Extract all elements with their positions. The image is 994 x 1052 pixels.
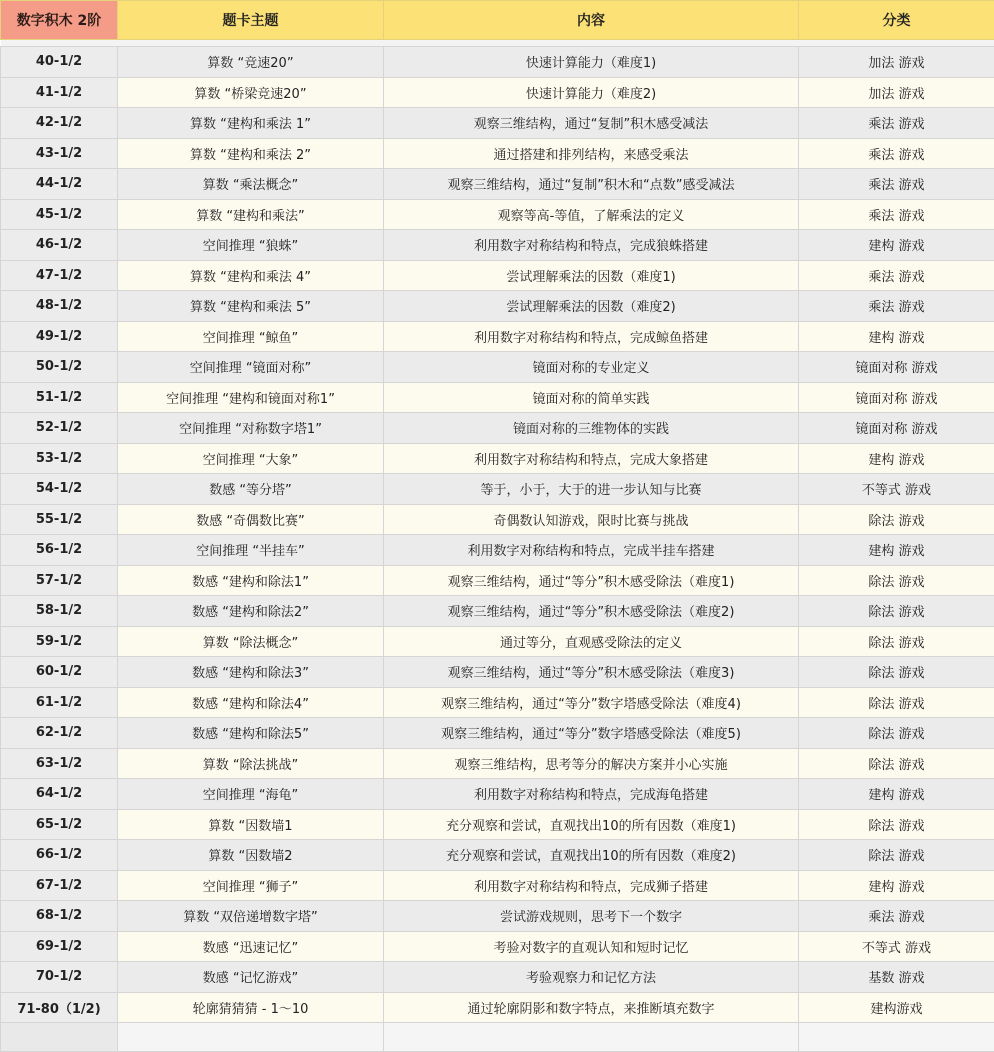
cell-code: 67-1/2 [1,870,118,901]
cell-content: 观察三维结构，通过“等分”积木感受除法（难度3) [384,657,799,688]
cell-code: 71-80（1/2) [1,992,118,1023]
cell-code: 51-1/2 [1,382,118,413]
table-row [1,962,994,993]
header-category: 分类 [799,1,994,40]
header-theme: 题卡主题 [118,1,384,40]
cell-code: 43-1/2 [1,138,118,169]
cell-theme: 数感 “建构和除法1” [118,565,384,596]
table-row [1,474,994,505]
cell-theme: 算数 “建构和乘法 5” [118,291,384,322]
cell-code: 66-1/2 [1,840,118,871]
cell-content: 镜面对称的三维物体的实践 [384,413,799,444]
cell-code: 69-1/2 [1,931,118,962]
cell-category: 乘法 游戏 [799,108,994,139]
cell-theme: 空间推理 “狮子” [118,870,384,901]
cell-code: 68-1/2 [1,901,118,932]
cell-content: 观察三维结构，通过“复制”积木感受减法 [384,108,799,139]
cell-theme: 空间推理 “鲸鱼” [118,321,384,352]
table-body [1,40,994,1052]
cell-content: 利用数字对称结构和特点，完成半挂车搭建 [384,535,799,566]
corner-title: 数字积木 2阶 [1,1,118,40]
cell-category: 除法 游戏 [799,718,994,749]
cell-category: 除法 游戏 [799,565,994,596]
cell-theme: 空间推理 “镜面对称” [118,352,384,383]
cell-code: 50-1/2 [1,352,118,383]
cell-content: 等于，小于，大于的进一步认知与比赛 [384,474,799,505]
table-row [1,77,994,108]
cell-theme: 数感 “记忆游戏” [118,962,384,993]
cell-code: 63-1/2 [1,748,118,779]
cell-category: 建构 游戏 [799,443,994,474]
cell-theme: 算数 “因数墙1 [118,809,384,840]
cell-content: 观察三维结构，通过“等分”数字塔感受除法（难度5) [384,718,799,749]
cell-theme: 算数 “建构和乘法 2” [118,138,384,169]
blank-cell [799,1023,994,1052]
cell-content: 奇偶数认知游戏，限时比赛与挑战 [384,504,799,535]
cell-theme: 轮廓猜猜猜 - 1～10 [118,992,384,1023]
cell-theme: 数感 “建构和除法2” [118,596,384,627]
cell-content: 通过等分，直观感受除法的定义 [384,626,799,657]
cell-content: 利用数字对称结构和特点，完成狮子搭建 [384,870,799,901]
cell-category: 除法 游戏 [799,809,994,840]
cell-content: 通过轮廓阴影和数字特点，来推断填充数字 [384,992,799,1023]
cell-content: 观察三维结构，通过“等分”积木感受除法（难度1) [384,565,799,596]
cell-content: 利用数字对称结构和特点，完成海龟搭建 [384,779,799,810]
table-row [1,321,994,352]
cell-category: 不等式 游戏 [799,931,994,962]
cell-theme: 数感 “建构和除法3” [118,657,384,688]
cell-code: 46-1/2 [1,230,118,261]
cell-code: 65-1/2 [1,809,118,840]
cell-category: 乘法 游戏 [799,169,994,200]
cell-theme: 数感 “建构和除法5” [118,718,384,749]
table-row [1,687,994,718]
cell-category: 乘法 游戏 [799,138,994,169]
table-row [1,230,994,261]
cell-code: 59-1/2 [1,626,118,657]
cell-code: 48-1/2 [1,291,118,322]
cell-theme: 数感 “等分塔” [118,474,384,505]
cell-category: 除法 游戏 [799,657,994,688]
cell-category: 乘法 游戏 [799,199,994,230]
cell-content: 镜面对称的专业定义 [384,352,799,383]
table-row [1,657,994,688]
cell-theme: 空间推理 “建构和镜面对称1” [118,382,384,413]
cell-theme: 算数 “除法概念” [118,626,384,657]
cell-code: 49-1/2 [1,321,118,352]
cell-theme: 算数 “建构和乘法 4” [118,260,384,291]
table-row [1,47,994,78]
table-row [1,992,994,1023]
table-row [1,382,994,413]
table-row [1,108,994,139]
cell-code: 41-1/2 [1,77,118,108]
cell-theme: 算数 “双倍递增数字塔” [118,901,384,932]
cell-category: 乘法 游戏 [799,901,994,932]
table-row [1,596,994,627]
blank-row [1,1023,994,1052]
header-content: 内容 [384,1,799,40]
cell-code: 54-1/2 [1,474,118,505]
cell-theme: 空间推理 “海龟” [118,779,384,810]
cell-theme: 空间推理 “狼蛛” [118,230,384,261]
cell-theme: 算数 “除法挑战” [118,748,384,779]
cell-content: 充分观察和尝试，直观找出10的所有因数（难度2) [384,840,799,871]
cell-category: 建构游戏 [799,992,994,1023]
cell-code: 60-1/2 [1,657,118,688]
cell-code: 70-1/2 [1,962,118,993]
cell-code: 55-1/2 [1,504,118,535]
table-row [1,748,994,779]
table-row [1,809,994,840]
table-row [1,901,994,932]
table-row [1,260,994,291]
blank-cell [384,1023,799,1052]
table-row [1,138,994,169]
cell-category: 基数 游戏 [799,962,994,993]
table-row [1,199,994,230]
table-row [1,169,994,200]
cell-code: 40-1/2 [1,47,118,78]
cell-code: 57-1/2 [1,565,118,596]
cell-theme: 算数 “桥梁竞速20” [118,77,384,108]
cell-category: 不等式 游戏 [799,474,994,505]
cell-category: 除法 游戏 [799,748,994,779]
cell-content: 观察三维结构，通过“等分”数字塔感受除法（难度4) [384,687,799,718]
cell-code: 47-1/2 [1,260,118,291]
cell-content: 观察三维结构，通过“等分”积木感受除法（难度2) [384,596,799,627]
cell-content: 观察三维结构，通过“复制”积木和“点数”感受减法 [384,169,799,200]
cell-category: 建构 游戏 [799,535,994,566]
cell-category: 乘法 游戏 [799,260,994,291]
cell-theme: 算数 “建构和乘法” [118,199,384,230]
header-row [1,1,994,40]
cell-category: 镜面对称 游戏 [799,382,994,413]
cell-code: 42-1/2 [1,108,118,139]
table-row [1,352,994,383]
table-row [1,565,994,596]
cell-content: 利用数字对称结构和特点，完成狼蛛搭建 [384,230,799,261]
cell-code: 45-1/2 [1,199,118,230]
cell-content: 通过搭建和排列结构，来感受乘法 [384,138,799,169]
spacer-cell [1,40,994,47]
cell-content: 快速计算能力（难度1) [384,47,799,78]
cell-theme: 空间推理 “对称数字塔1” [118,413,384,444]
table-row [1,291,994,322]
cell-code: 53-1/2 [1,443,118,474]
cell-category: 除法 游戏 [799,626,994,657]
table-row [1,718,994,749]
cell-content: 尝试理解乘法的因数（难度1) [384,260,799,291]
table-row [1,626,994,657]
cell-theme: 数感 “建构和除法4” [118,687,384,718]
cell-theme: 算数 “建构和乘法 1” [118,108,384,139]
cell-theme: 算数 “乘法概念” [118,169,384,200]
cell-category: 除法 游戏 [799,504,994,535]
cell-content: 观察三维结构，思考等分的解决方案并小心实施 [384,748,799,779]
table-row [1,413,994,444]
cell-category: 建构 游戏 [799,230,994,261]
table-row [1,870,994,901]
cell-content: 镜面对称的简单实践 [384,382,799,413]
cell-category: 建构 游戏 [799,870,994,901]
cell-content: 观察等高-等值，了解乘法的定义 [384,199,799,230]
table-row [1,931,994,962]
cell-theme: 数感 “迅速记忆” [118,931,384,962]
blank-cell [1,1023,118,1052]
table-row [1,443,994,474]
cell-category: 建构 游戏 [799,779,994,810]
cell-category: 加法 游戏 [799,77,994,108]
cell-category: 建构 游戏 [799,321,994,352]
cell-content: 利用数字对称结构和特点，完成鲸鱼搭建 [384,321,799,352]
cell-category: 镜面对称 游戏 [799,413,994,444]
spacer-row [1,40,994,47]
table-row [1,504,994,535]
cell-content: 利用数字对称结构和特点，完成大象搭建 [384,443,799,474]
cell-category: 镜面对称 游戏 [799,352,994,383]
cell-code: 44-1/2 [1,169,118,200]
cell-category: 除法 游戏 [799,840,994,871]
cell-content: 尝试游戏规则，思考下一个数字 [384,901,799,932]
cell-theme: 空间推理 “大象” [118,443,384,474]
cell-theme: 数感 “奇偶数比赛” [118,504,384,535]
cell-content: 考验对数字的直观认知和短时记忆 [384,931,799,962]
cell-code: 64-1/2 [1,779,118,810]
cell-theme: 空间推理 “半挂车” [118,535,384,566]
cell-code: 62-1/2 [1,718,118,749]
cell-category: 除法 游戏 [799,596,994,627]
cell-content: 充分观察和尝试，直观找出10的所有因数（难度1) [384,809,799,840]
table-row [1,779,994,810]
cell-theme: 算数 “因数墙2 [118,840,384,871]
cell-content: 快速计算能力（难度2) [384,77,799,108]
cell-code: 61-1/2 [1,687,118,718]
cell-category: 除法 游戏 [799,687,994,718]
cell-code: 58-1/2 [1,596,118,627]
cell-content: 尝试理解乘法的因数（难度2) [384,291,799,322]
cell-category: 乘法 游戏 [799,291,994,322]
cell-theme: 算数 “竞速20” [118,47,384,78]
cell-code: 52-1/2 [1,413,118,444]
cell-content: 考验观察力和记忆方法 [384,962,799,993]
cell-code: 56-1/2 [1,535,118,566]
cell-category: 加法 游戏 [799,47,994,78]
table-row [1,535,994,566]
table-row [1,840,994,871]
blank-cell [118,1023,384,1052]
